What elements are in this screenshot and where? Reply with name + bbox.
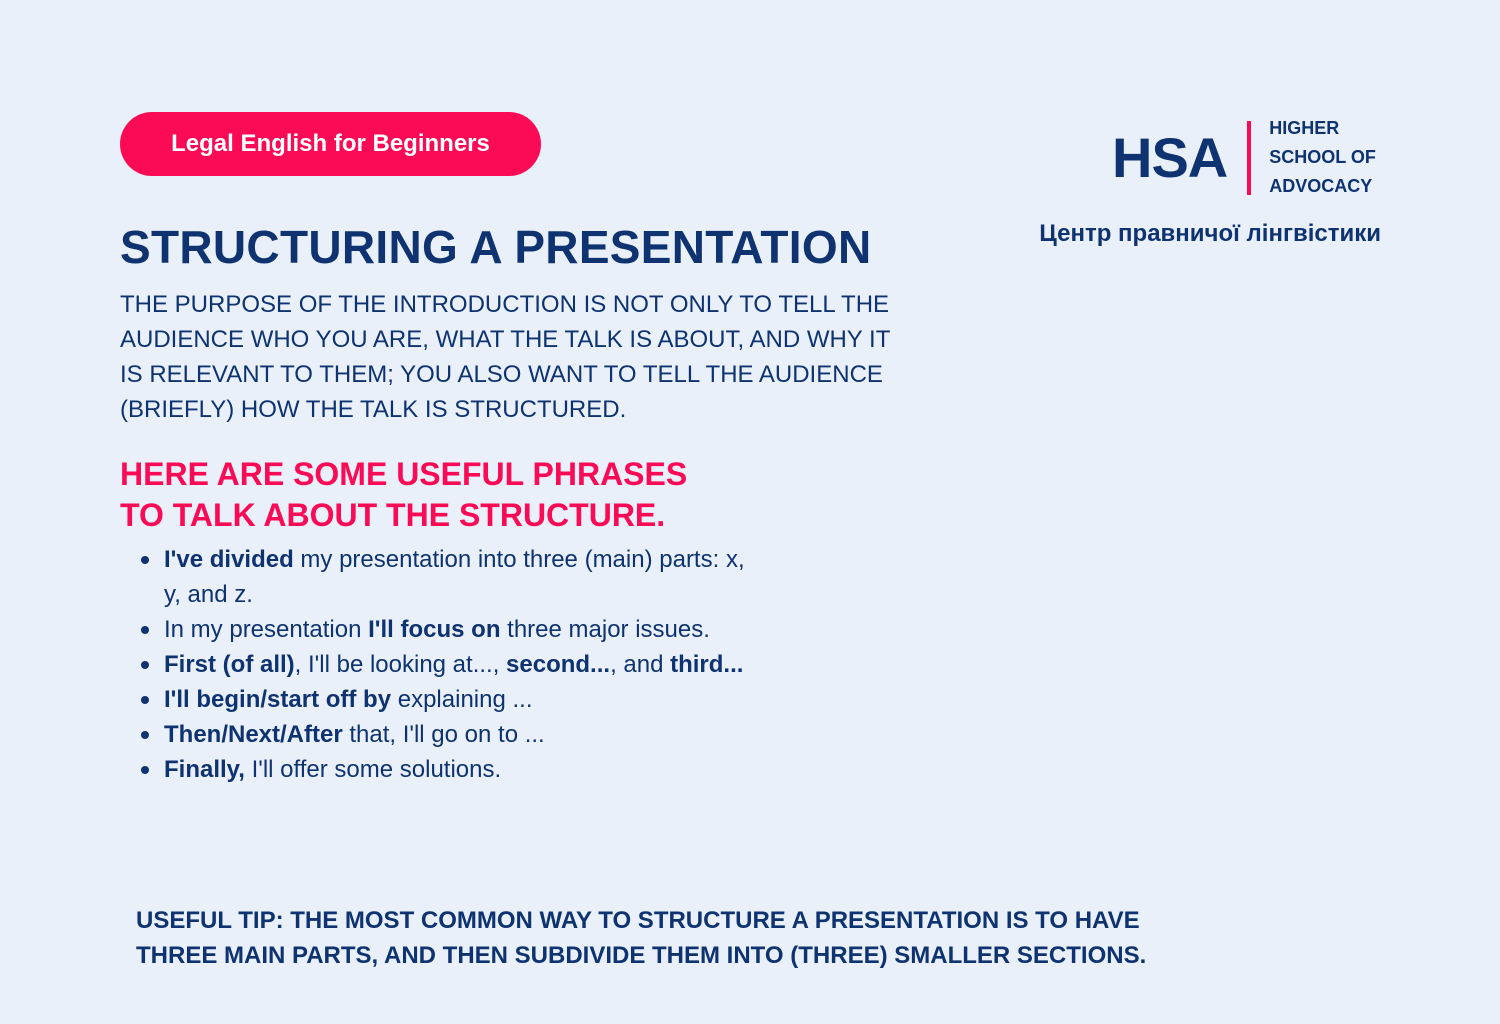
phrase-item (164, 752, 764, 787)
phrase-item (164, 612, 764, 647)
phrase-keyword: I'll begin/start off by (164, 686, 392, 713)
phrase-keyword: Finally, (164, 756, 245, 783)
phrase-keyword: I've divided (164, 546, 294, 573)
logo-line-1: HIGHER (1269, 118, 1340, 138)
phrase-text: three major issues. (500, 616, 710, 643)
phrase-list (120, 542, 764, 787)
phrase-text: explaining ... (391, 686, 533, 713)
phrase-item (164, 682, 764, 717)
phrase-text: In my presentation (164, 616, 369, 643)
course-badge (120, 112, 541, 176)
phrase-keyword: third... (670, 651, 744, 678)
center-subtitle: Центр правничої лінгвістики (1039, 220, 1381, 247)
phrases-heading (120, 454, 740, 536)
phrase-keyword: Then/Next/After (164, 721, 343, 748)
course-badge-label: Legal English for Beginners (171, 130, 490, 157)
phrase-text: , and (610, 651, 671, 678)
logo-line-3: ADVOCACY (1269, 176, 1373, 196)
phrase-text: I'll offer some solutions. (244, 756, 502, 783)
phrase-keyword: second... (506, 651, 611, 678)
phrases-heading-line-2: TO TALK ABOUT THE STRUCTURE. (120, 497, 666, 533)
intro-paragraph: THE PURPOSE OF THE INTRODUCTION IS NOT ONLY TO TELL THE AUDIENCE WHO YOU ARE, WHAT THE TALK IS ABOUT, AND WHY IT IS RELEVANT TO THEM; YOU ALSO WANT TO TELL THE AUDIENCE (BRIEFLY) HOW THE TALK IS STRUCTURED. (120, 291, 890, 423)
phrases-heading-line-1: HERE ARE SOME USEFUL PHRASES (120, 456, 688, 492)
page-title: STRUCTURING A PRESENTATION (120, 221, 872, 273)
phrase-text: that, I'll go on to ... (342, 721, 545, 748)
logo-wordmark (1269, 114, 1376, 201)
phrase-text: , I'll be looking at..., (294, 651, 507, 678)
phrase-item (164, 647, 764, 682)
logo-line-2: SCHOOL OF (1269, 147, 1376, 167)
phrase-text: my presentation into three (main) parts: x, y, and z. (164, 546, 745, 608)
useful-tip: USEFUL TIP: THE MOST COMMON WAY TO STRUCTURE A PRESENTATION IS TO HAVE THREE MAIN PARTS, AND THEN SUBDIVIDE THEM INTO (THREE) SMALLER SECTIONS. (136, 907, 1147, 969)
phrase-keyword: I'll focus on (368, 616, 501, 643)
phrase-keyword: First (of all) (164, 651, 295, 678)
phrase-item (164, 542, 764, 612)
logo-divider (1247, 121, 1251, 195)
phrase-item (164, 717, 764, 752)
logo-mark: HSA (1112, 125, 1228, 189)
hsa-logo (1112, 114, 1376, 201)
